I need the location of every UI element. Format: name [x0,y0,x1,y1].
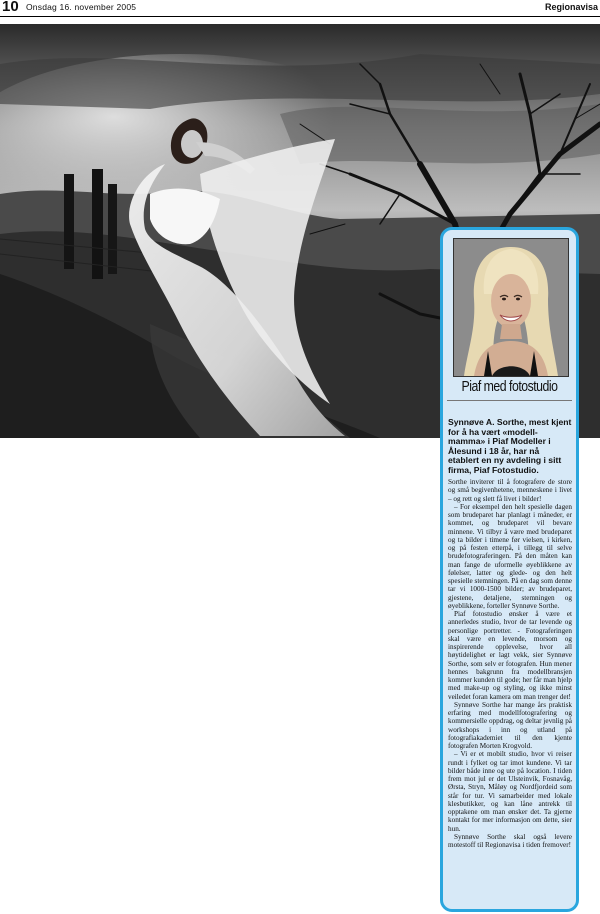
article-paragraph: – For eksempel den helt spesielle dagen som brudeparet har planlagt i måneder, er kommet, og brudeparet vil bevare minnene. Vi tilbyr å være med brudeparet og ta bilder i timene før vielsen, i kirken, og på festen etterpå, i tillegg til selve brudefotograferingen. På den måten kan man fange de uformelle øyeblikkene av følelser, latter og glede- og den helt spesielle stemningen. På en dag som denne tar vi 1000-1500 bilder; av brudeparet, gjestene, detaljene, stemningen og øyeblikkene, forteller Synnøve Sorthe. [448,502,572,610]
portrait-photo-graphic [454,239,568,376]
article-paragraph: Piaf fotostudio ønsker å være et annerledes studio, hvor de tar levende og personlige portretter. - Fotograferingen skal være en levende, morsom og inspirerende opplevelse, hvor all høytidelighet er lagt vekk, sier Synnøve Sorthe, som selv er fotografen. Hun mener hennes bakgrunn fra modellbransjen kommer kunden til gode; her får man hjelp med make-up og styling, og ikke minst veiledet foran kamera om man trenger det! [448,610,572,701]
article-paragraph: – Vi er et mobilt studio, hvor vi reiser rundt i fylket og tar imot kundene. Vi tar bilder både inne og ute på location. I tiden frem mot jul er det Ulsteinvik, Fosnavåg, Ørsta, Stryn, Måløy og Nordfjordeid som står for tur. Vi samarbeider med lokale klesbutikker, og kan låne antrekk til opptakene om man ønsker det. Ta gjerne kontakt for mer informasjon om dette, sier hun. [448,750,572,833]
article-headline: Piaf med fotostudio [461,378,558,395]
article-sidebar [440,227,579,912]
page-header [0,0,600,17]
issue-date: Onsdag 16. november 2005 [26,2,137,12]
page-number: 10 [2,0,19,15]
portrait-photo [453,238,569,377]
article-paragraph: Synnøve Sorthe har mange års praktisk erfaring med modellfotografering og kommersielle oppdrag, og deltar jevnlig på workshops i inn og utland på fotografiakademiet til den kjente fotografen Morten Krogvold. [448,700,572,750]
article-paragraph: Synnøve Sorthe skal også levere motestoff til Regionavisa i tiden fremover! [448,832,572,849]
article-lead: Synnøve A. Sorthe, mest kjent for å ha vært «modell-mamma» i Piaf Modeller i Ålesund i 18 år, har nå etablert en ny avdeling i sitt firma, Piaf Fotostudio. [448,417,572,475]
headline-divider [447,400,572,401]
article-paragraph: Sorthe inviterer til å fotografere de store og små begivenhetene, menneskene i livet – og rett og slett få livet i bilder! [448,478,572,503]
article-body [448,478,572,849]
publication-name: Regionavisa [544,2,598,12]
